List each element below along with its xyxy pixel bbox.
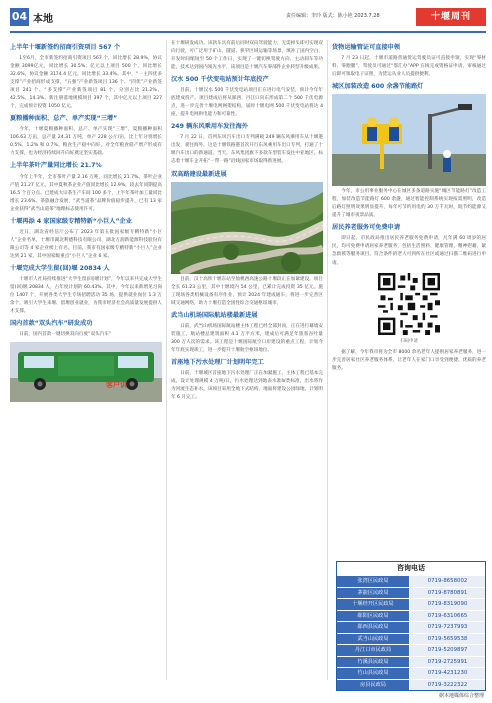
column-2 xyxy=(171,40,323,404)
qr-caption: 扫码申请 xyxy=(400,338,418,344)
hotline-row xyxy=(337,667,485,679)
article-body: 日前，国内首款一键切换双向行驶“双头汽车” xyxy=(19,332,112,338)
hotline-phone[interactable]: 0719-8319090 xyxy=(409,599,485,610)
header-rule xyxy=(10,31,486,33)
article-headline: 双高路建设最新进展 xyxy=(171,170,227,178)
qr-code[interactable] xyxy=(378,273,440,335)
hotline-row xyxy=(337,656,485,668)
source-footer: 据本地媒体综合整理 xyxy=(438,693,484,699)
hotline-phone[interactable]: 0719-8780891 xyxy=(409,588,485,599)
article-headline: 城区加装改造 600 余盏节能路灯 xyxy=(332,83,424,91)
article-body: 十堰市人社局持续推进“大学生留(回)堰计划”，今年以来共完成大学生留(回)堰 20834 人，占年度计划的 60.43%。其中，今年以来新增见习岗位 1407 个，开展各类大学生专场招聘活动 35 场，提供就业岗位 1.3 万余个，吸引大学生来堰、留堰创业就业，为我市经济社会高质量发展提供人才支撑。 xyxy=(10,276,162,315)
hotline-row xyxy=(337,644,485,656)
editor-info: 责任编辑：李玲 版式：陈小艳 2023.7.28 xyxy=(286,13,380,19)
hotline-name: 丹江口市民政局 xyxy=(337,645,409,656)
hotline-row xyxy=(337,679,485,691)
hotline-table xyxy=(336,561,486,691)
article-body: 即日起，市民政局推出居民养老服务免费申请，凡年满 60 周岁的居民，均可免费申请居家养老服务，包括生活照料、健康管理、精神慰藉、紧急救援等服务项目。符合条件的老人可到所在社区或通过扫描二维码进行申请。 xyxy=(332,236,486,266)
hotline-phone[interactable]: 0719-5209897 xyxy=(409,645,485,656)
article-headline: 首座地下污水处理厂计划明年完工 xyxy=(171,358,264,366)
brand-logo: 十堰周刊 xyxy=(416,8,486,26)
article-body: 7 月 23 日起，十堰市道路普通货运驾驶员证可直接申领，实现“零材料、零跑腿”，驾驶员可通过“鄂汇办”APP 在线完成资格证申请，审核通过后即可领取电子证照，为货运从业人员提供便利。 xyxy=(332,56,486,78)
article-body: 在十堰研发成功。该款车具有前后同时双向驾驶能力，无需掉头即可实现双向行驶，可广泛用于矿山、隧道、狭窄区域运输等场景，填补了国内空白，开发时间缩短至 50 个工作日，实现了一键切换驾驶方向、主动刹车等功能，技术达到国内领先水平，该项目是十堰汽车零部件企业转型升级成果。 xyxy=(171,41,323,71)
photo-caption-text: 今年，市公用事业服务中心在城区多条道路实施“城区节能路灯”改造工程，加装改造节能路灯 600 余盏，通过智能控制系统实现按需照明，改造后路灯照明效果明显提升，每年可节约用电约 30 万千瓦时，既节约能源又提升了城市夜景品质。 xyxy=(332,189,486,219)
page-number: 04 xyxy=(10,8,29,26)
hotline-phone[interactable]: 0719-7237993 xyxy=(409,622,485,633)
streetlight-install-photo xyxy=(332,94,486,186)
hotline-row xyxy=(337,621,485,633)
article-headline: 十堰完成大学生留(回)堰 20834 人 xyxy=(10,264,110,272)
two-headed-truck-photo xyxy=(10,342,162,402)
hotline-row xyxy=(337,610,485,622)
hotline-name: 郧阳区民政局 xyxy=(337,611,409,622)
article-headline: 国内首款“双头汽车”研发成功 xyxy=(10,320,93,328)
article-body: 日前，十堰城区首座地下污水处理厂正在加紧施工，主体工程已基本完成，设计处理规模 4 万吨/日，污水处理达到地表水准Ⅳ类标准，出水将作为河流生态补水。该项目采用全地下式结构，地面将建设公园绿地，计划明年 6 月完工。 xyxy=(171,370,323,401)
article-headline: 居民养老服务可免费申请 xyxy=(332,224,401,232)
article-body: 日前，武当山机场国际航站楼主体工程已经全部封顶，正在进行幕墙安装施工。航站楼总建筑面积 4.1 万平方米，建成后可满足年旅客吞吐量 300 万人次的需求。该工程是十堰国际航空口岸建设的重点工程，计划今年年底实现竣工，进一步提升十堰航空枢纽地位。 xyxy=(171,323,323,353)
hotline-name: 竹溪县民政局 xyxy=(337,657,409,668)
hotline-title: 咨询电话 xyxy=(337,562,485,575)
hotline-name: 竹山县民政局 xyxy=(337,668,409,679)
hotline-phone[interactable]: 0719-5659538 xyxy=(409,634,485,645)
article-headline: 上半年茶叶产量同比增长 21.7% xyxy=(10,162,102,170)
hotline-row xyxy=(337,575,485,587)
article-body: 今年，十堰夏粮播种面积、总产、单产实现“三增”，夏粮播种面积 106.63 万亩，总产量 24.31 万吨，单产 228 公斤/亩，比上年分别增长 0.5%、1.2% 和 0.7%。粮食生产稳中向好，对全年粮食稳产增产形成有力支撑，也为经济持续回升向好奠定坚实基础。 xyxy=(10,127,162,157)
hotline-row xyxy=(337,587,485,599)
column-1 xyxy=(10,40,162,404)
hotline-phone[interactable]: 0719-2725991 xyxy=(409,657,485,668)
photo-caption-text: 目前，汉十高铁十堰东站至仙桃西高速公路十堰段正在加紧建设。项目全长 61.23 公里，其中十堰境内 54 公里，已累计完成投资 35 亿元。施工现场各类机械设备有序作业，预计 2024 年建成通车，将进一步完善区域交通网络，助力十堰打造全国性综合交通枢纽城市。 xyxy=(171,276,323,306)
section-title: 本地 xyxy=(33,14,53,25)
article-headline: 十堰再添 4 家国家级专精特新“小巨人”企业 xyxy=(10,217,132,225)
column-divider xyxy=(166,40,167,680)
article-body: 今年上半年，全市茶叶产量 2.16 万吨，同比增长 21.7%。茶叶企业产值 21.27 亿元，其中夏秋茶企业产值同比增长 12.9%，较去年同期提高 16.5 个百分点。已建成大宗茶生产车间 100 多个，上半年茶叶加工量同比增长 23.6%。茶旅融合发展，“武当道茶”品牌价值稳步提升，已有 13 家企业获得“武当山道茶”地理标志使用许可。 xyxy=(10,174,163,212)
hotline-phone[interactable]: 0719-6310665 xyxy=(409,611,485,622)
hotline-name: 十堰经开区民政局 xyxy=(337,599,409,610)
hotline-name: 房县民政局 xyxy=(337,680,409,691)
article-headline: 上半年十堰新签约招商引资项目 567 个 xyxy=(10,44,121,51)
column-3 xyxy=(332,40,486,375)
article-headline: 货物运输管证可直接申领 xyxy=(332,44,401,51)
article-body: 目前，十堰汉水 500 千伏变电站项目正在进行电气安装，预计今年年底建成投产。项目建成后将从郧西、丹江口向东形成第二个 500 千伏电源点，进一步完善十堰电网网架结构，届时十堰电网 500 千伏变电站将达 4 座，提升电网供电能力和可靠性。 xyxy=(171,88,323,118)
hotline-name: 茅箭区民政局 xyxy=(337,588,409,599)
hotline-phone[interactable]: 0719-8658002 xyxy=(409,576,485,587)
hotline-phone[interactable]: 0719-4231230 xyxy=(409,668,485,679)
hotline-name: 武当山民政局 xyxy=(337,634,409,645)
article-body: 据了解，今年我市将为全市 8000 余名老年人提供居家养老服务，进一步完善居家社区养老服务体系，让老年人在家门口享受到便捷、优质的养老服务。 xyxy=(332,350,486,372)
hotline-row xyxy=(337,633,485,645)
hotline-name: 张湾区民政局 xyxy=(337,576,409,587)
column-divider xyxy=(327,40,328,680)
hotline-name: 郧西县民政局 xyxy=(337,622,409,633)
highway-construction-photo xyxy=(171,182,323,274)
page-header xyxy=(0,0,492,32)
article-body: 近日，湖北省经信厅公布了 2023 年第五批国家级专精特新“小巨人”企业名单，十堰市湖北利德科技有限公司、湖北万润新能源科技股份有限公司等 4 家企业榜上有名。目前，我市有国家级专精特新“小巨人”企业达到 21 家，其中国家级重点“小巨人”企业 6 家。 xyxy=(10,229,162,259)
hotline-phone[interactable]: 0719-3222322 xyxy=(409,680,485,691)
photo-sign-text: 客户讲 xyxy=(106,381,127,390)
article-body: 1至6月，全市新签约招商引资项目 567 个，同比增长 28.9%，协议金额 3099亿元，同比增长 30.5%；亿元以上项目 500 个，同比增长 32.6%，协议金额 3174.4 亿元，同比增长 33.4%。其中，“一主四优多支撑”产业招商形成支撑，“五强”产业新签项目 136 个、“四优”产业新签项目 241 个、“多支撑”产业新签项目 81 个，分别占比 21.2%、42.5%、14.3%。新注册落地规模项目 397 个，其中亿元以上项目 227 个，完成预计投资 1050 亿元。 xyxy=(10,56,162,110)
hotline-row xyxy=(337,598,485,610)
article-headline: 夏粮播种面积、总产、单产实现“三增” xyxy=(10,115,118,123)
article-headline: 武当山机场国际航站楼最新进展 xyxy=(171,311,258,319)
article-headline: 249 辆东风乘用车发往海外 xyxy=(171,123,248,131)
article-body: 7 月 22 日，首列东风汽车出口专列满载 249 辆东风乘用车从十堰港出发，驶往海外。这是十堰铁路港首次开行东风乘用车出口专列，打通了十堰汽车出口的新通道。当天，东风集团旗下多款车型装车发往中亚地区，标志着十堰车企开拓“一带一路”沿线国家市场取得新进展。 xyxy=(171,135,323,165)
article-headline: 汉水 500 千伏变电站预计年底投产 xyxy=(171,76,269,84)
